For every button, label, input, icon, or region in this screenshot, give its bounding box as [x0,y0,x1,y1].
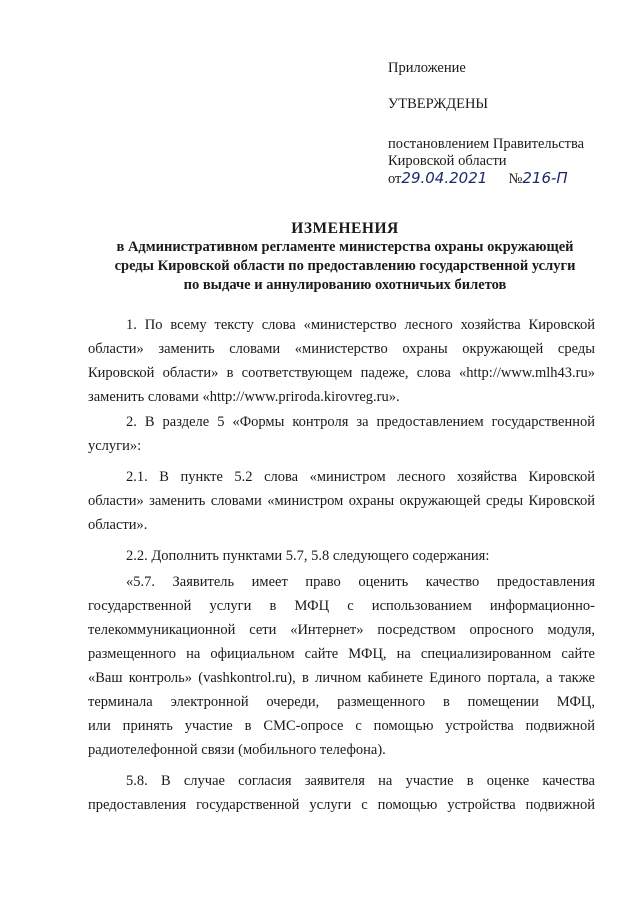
body-line: Кировской области» в соответствующем падеже, слова «http://www.mlh43.ru» [88,365,595,381]
body-line: «5.7. Заявитель имеет право оценить качество предоставления [126,574,595,590]
body-line: 1. По всему тексту слова «министерство лесного хозяйства Кировской [126,317,595,333]
body-line: телекоммуникационной сети «Интернет» посредством опросного модуля, [88,622,595,638]
body-line: 5.8. В случае согласия заявителя на участие в оценке качества [126,773,595,789]
title-heading: ИЗМЕНЕНИЯ [291,220,399,237]
body-line: радиотелефонной связи (мобильного телефона). [88,742,386,758]
body-line: или принять участие в СМС-опросе с помощью устройства подвижной [88,718,595,734]
region-label: Кировской области [388,153,507,169]
body-line: области» заменить словами «министром охраны окружающей среды Кировской [88,493,595,509]
document-title [60,219,630,295]
title-line-3: по выдаче и аннулированию охотничьих билетов [183,277,507,293]
body-line: терминала электронной очереди, размещенного в помещении МФЦ, [88,694,595,710]
body-line: 2. В разделе 5 «Формы контроля за предоставлением государственной [126,414,595,430]
date-number-line [388,170,568,188]
resolution-label: постановлением Правительства [388,136,585,152]
number-prefix: № [508,171,523,187]
handwritten-number: 216-П [522,169,568,187]
title-line-1: в Административном регламенте министерства охраны окружающей [116,239,574,255]
appendix-label: Приложение [388,60,466,76]
body-line: размещенного на официальном сайте МФЦ, на специализированном сайте [88,646,595,662]
body-line: заменить словами «http://www.priroda.kirovreg.ru». [88,389,400,405]
body-line: области» заменить словами «министерство охраны окружающей среды [88,341,595,357]
body-line: предоставления государственной услуги с помощью устройства подвижной [88,797,595,813]
handwritten-date: 29.04.2021 [401,169,488,187]
body-line: 2.2. Дополнить пунктами 5.7, 5.8 следующего содержания: [126,548,490,564]
body-line: услуги»: [88,438,142,454]
approved-label: УТВЕРЖДЕНЫ [388,96,489,112]
body-line: государственной услуги в МФЦ с использованием информационно- [88,598,595,614]
body-line: «Ваш контроль» (vashkontrol.ru), в личном кабинете Единого портала, а также [88,670,595,686]
title-line-2: среды Кировской области по предоставлению государственной услуги [114,258,576,274]
body-line: 2.1. В пункте 5.2 слова «министром лесного хозяйства Кировской [126,469,595,485]
body-line: области». [88,517,148,533]
date-prefix: от [388,171,402,187]
